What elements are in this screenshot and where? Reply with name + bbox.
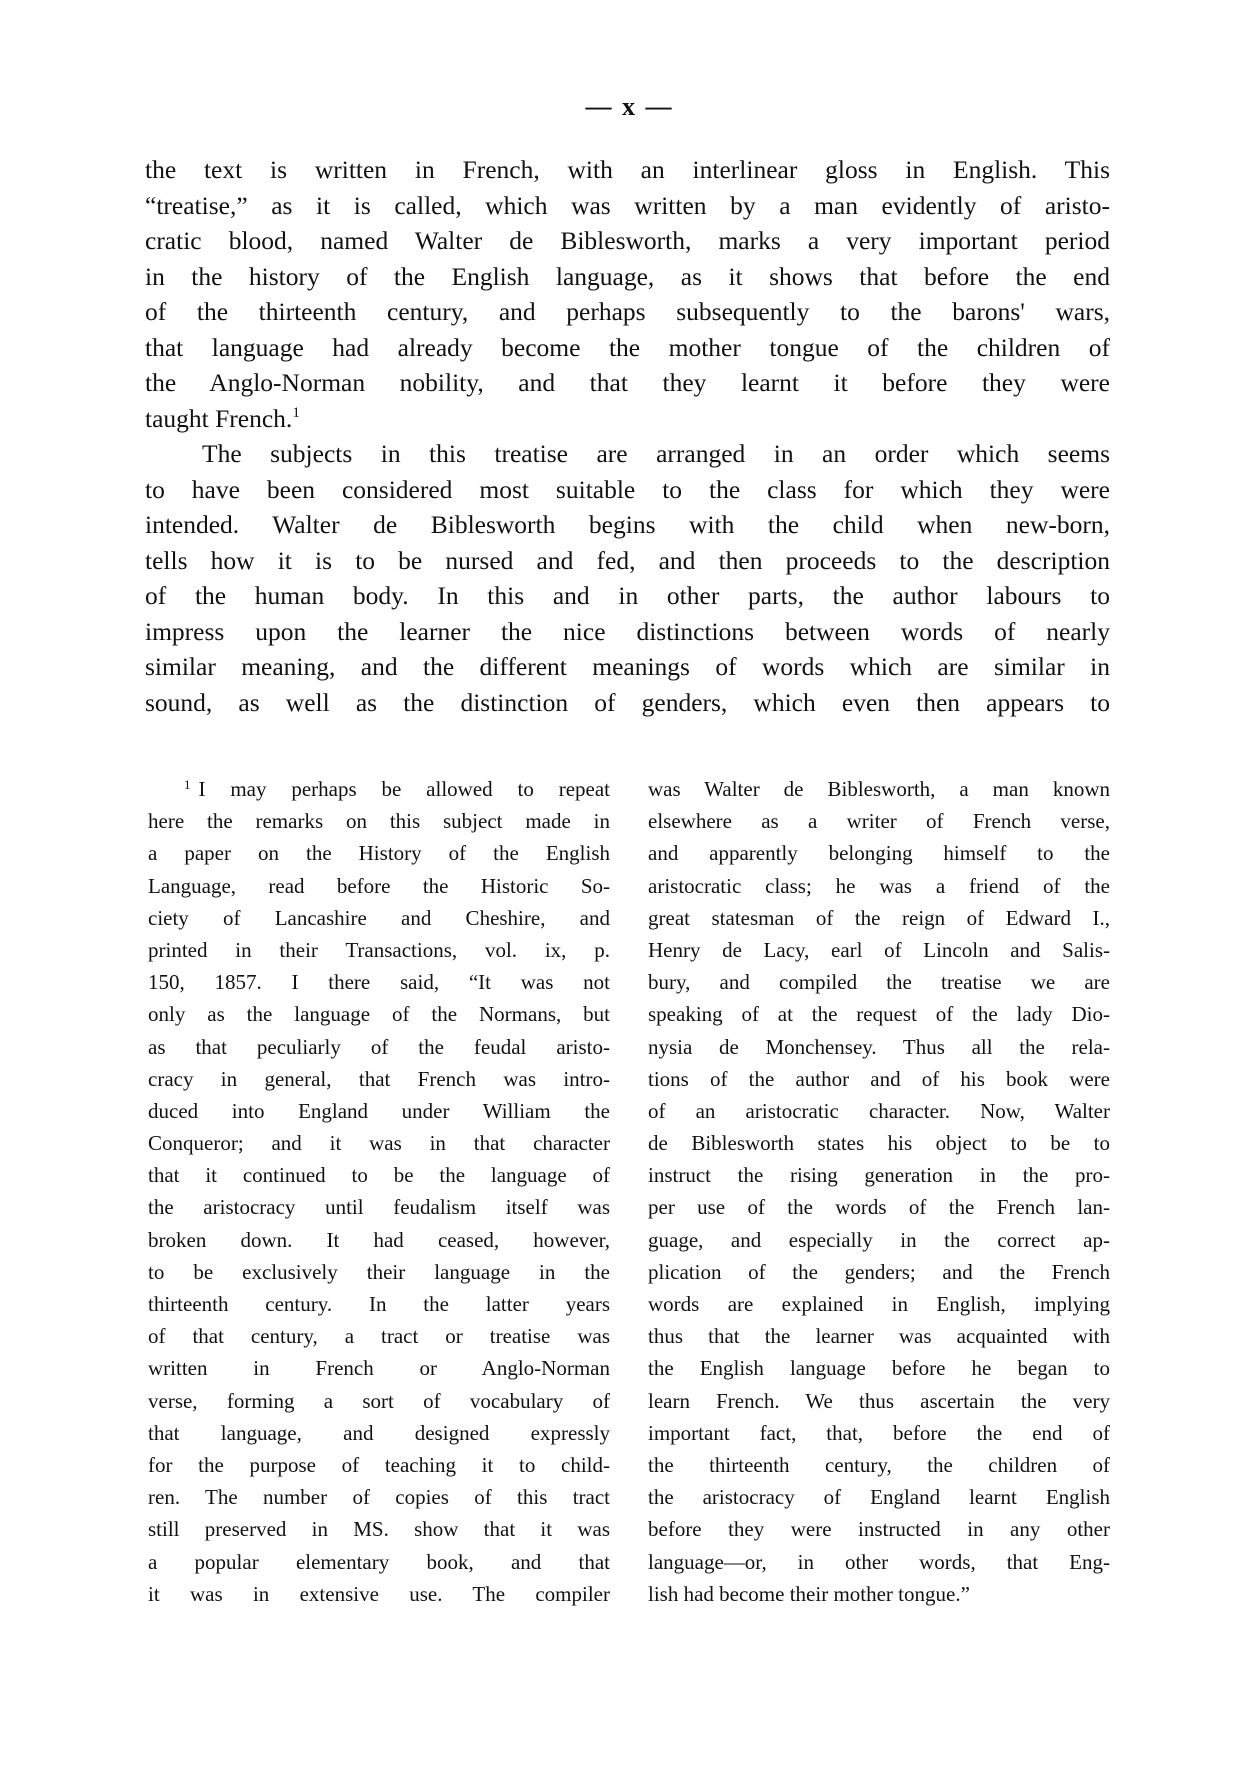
footnote-line: words are explained in English, implying — [648, 1292, 1110, 1316]
footnote-line: Language, read before the Historic So- — [148, 873, 610, 898]
footnote-marker: 1 — [184, 777, 191, 792]
footnote-line: bury, and compiled the treatise we are — [648, 970, 1110, 995]
body-line: similar meaning, and the different meanings of words which are similar in — [145, 652, 1110, 681]
footnote-line: cracy in general, that French was intro- — [148, 1066, 610, 1091]
body-line: of the thirteenth century, and perhaps subsequently to the barons' wars, — [145, 297, 1110, 326]
footnote-left-column — [148, 773, 610, 1610]
footnote-line: the thirteenth century, the children of — [648, 1452, 1110, 1477]
footnote-line: ren. The number of copies of this tract — [148, 1485, 610, 1510]
footnote-line: broken down. It had ceased, however, — [148, 1227, 610, 1252]
footnote-last-line: lish had become their mother tongue.” — [648, 1581, 970, 1606]
footnote-line: printed in their Transactions, vol. ix, p. — [148, 937, 610, 962]
main-body-text — [145, 152, 1110, 720]
footnote-line: thus that the learner was acquainted with — [648, 1324, 1110, 1349]
footnote-line: nysia de Monchensey. Thus all the rela- — [648, 1034, 1110, 1059]
paragraph-end-text: taught French. — [145, 403, 293, 433]
footnote-line: instruct the rising generation in the pro- — [648, 1163, 1110, 1188]
footnote-line: elsewhere as a writer of French verse, — [648, 809, 1110, 834]
footnote-line: it was in extensive use. The compiler — [148, 1581, 610, 1606]
footnote-line: as that peculiarly of the feudal aristo- — [148, 1034, 610, 1059]
body-line: in the history of the English language, as it shows that before the end — [145, 261, 1110, 291]
body-line: the Anglo-Norman nobility, and that they learnt it before they were — [145, 368, 1110, 397]
footnote-line: to be exclusively their language in the — [148, 1259, 610, 1284]
footnote-line: guage, and especially in the correct ap- — [648, 1227, 1110, 1252]
footnote-line: plication of the genders; and the French — [648, 1259, 1110, 1284]
body-line: to have been considered most suitable to the class for which they were — [145, 474, 1110, 504]
footnote-reference: 1 — [292, 404, 300, 421]
footnote-line: only as the language of the Normans, but — [148, 1002, 610, 1027]
footnote-line: verse, forming a sort of vocabulary of — [148, 1388, 610, 1413]
footnote-line: that language, and designed expressly — [148, 1420, 610, 1445]
footnote-line: important fact, that, before the end of — [648, 1420, 1110, 1445]
footnote-line: duced into England under William the — [148, 1098, 610, 1123]
footnote-line: learn French. We thus ascertain the very — [648, 1388, 1110, 1413]
footnote-line: a paper on the History of the English — [148, 841, 610, 866]
footnote-line: the English language before he began to — [648, 1356, 1110, 1381]
body-line: of the human body. In this and in other parts, the author labours to — [145, 581, 1110, 610]
footnote-line: 150, 1857. I there said, “It was not — [148, 970, 610, 995]
body-line: “treatise,” as it is called, which was written by a man evidently of aristo- — [145, 190, 1110, 220]
body-line: tells how it is to be nursed and fed, and then proceeds to the description — [145, 545, 1110, 575]
footnote-right-column — [648, 773, 1110, 1610]
footnote-line: and apparently belonging himself to the — [648, 841, 1110, 866]
page-number: — x — — [585, 92, 674, 121]
footnote-line: of that century, a tract or treatise was — [148, 1324, 610, 1349]
body-line: sound, as well as the distinction of genders, which even then appears to — [145, 687, 1110, 717]
footnote-line: was Walter de Biblesworth, a man known — [648, 777, 1110, 801]
footnote-line: before they were instructed in any other — [648, 1517, 1110, 1542]
footnote-first-line — [148, 773, 610, 805]
body-line: cratic blood, named Walter de Biblesworth, marks a very important period — [145, 226, 1110, 255]
footnote-line: speaking of at the request of the lady Dio- — [648, 1002, 1110, 1027]
footnote-line: aristocratic class; he was a friend of the — [648, 873, 1110, 898]
footnote-line: the aristocracy until feudalism itself was — [148, 1195, 610, 1220]
footnote-line: here the remarks on this subject made in — [148, 809, 610, 834]
footnote-line: thirteenth century. In the latter years — [148, 1292, 610, 1316]
body-line: the text is written in French, with an interlinear gloss in English. This — [145, 155, 1110, 184]
body-line: impress upon the learner the nice distinctions between words of nearly — [145, 616, 1110, 646]
footnote-line: for the purpose of teaching it to child- — [148, 1452, 610, 1477]
footnote-line: a popular elementary book, and that — [148, 1549, 610, 1574]
body-line-paragraph-end — [145, 401, 1110, 437]
footnote-line: still preserved in MS. show that it was — [148, 1517, 610, 1542]
footnote-first-text: I may perhaps be allowed to repeat — [198, 777, 610, 801]
footnote-line: the aristocracy of England learnt English — [648, 1485, 1110, 1510]
footnote-line: Conqueror; and it was in that character — [148, 1131, 610, 1156]
footnote-line: per use of the words of the French lan- — [648, 1195, 1110, 1220]
footnote-line: that it continued to be the language of — [148, 1163, 610, 1188]
footnote-line: Henry de Lacy, earl of Lincoln and Salis- — [648, 937, 1110, 962]
footnote-line: tions of the author and of his book were — [648, 1066, 1110, 1091]
footnote-line: ciety of Lancashire and Cheshire, and — [148, 905, 610, 930]
body-line: that language had already become the mother tongue of the children of — [145, 332, 1110, 362]
footnote-line: great statesman of the reign of Edward I., — [648, 905, 1110, 930]
footnote-line: of an aristocratic character. Now, Walter — [648, 1098, 1110, 1123]
body-line: The subjects in this treatise are arranged in an order which seems — [202, 439, 1110, 468]
footnote-line: written in French or Anglo-Norman — [148, 1356, 610, 1381]
body-line: intended. Walter de Biblesworth begins with the child when new-born, — [145, 510, 1110, 539]
footnote-line: de Biblesworth states his object to be to — [648, 1131, 1110, 1156]
footnote-line: language—or, in other words, that Eng- — [648, 1549, 1110, 1574]
